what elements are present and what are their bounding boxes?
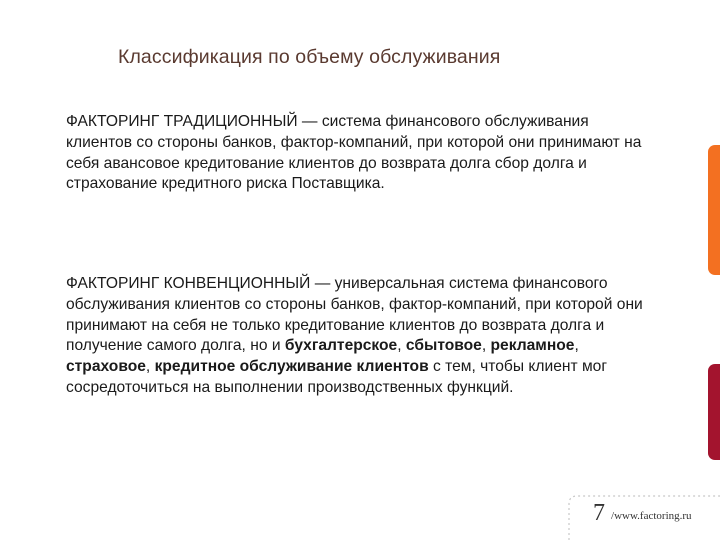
separator-3: , [574, 337, 579, 355]
red-side-tab [708, 364, 720, 460]
footer-url-text: www.factoring.ru [614, 510, 692, 522]
definition-conventional-factoring-part-2: с тем, чтобы клиент мог сосредоточиться на выполнении производственных функций. [66, 358, 608, 396]
definition-conventional-factoring-part-1: — универсальная система финансового обслуживания клиентов со стороны банков, фактор-компаний, при которой они принимают на себя не только кредитование клиентов до возврата долга и получение самого долга, но и [66, 275, 643, 355]
page-number: 7 [593, 500, 605, 526]
bold-credit-service: кредитное обслуживание клиентов [154, 358, 429, 376]
bold-insurance: страховое [66, 358, 146, 376]
orange-side-tab [708, 145, 720, 275]
bold-sales: сбытовое [405, 337, 482, 355]
footer-url: /www.factoring.ru [611, 510, 692, 522]
bold-advertising: рекламное [490, 337, 575, 355]
definition-traditional-factoring: — система финансового обслуживания клиентов со стороны банков, фактор-компаний, при которой они принимают на себя авансовое кредитование клиентов до возврата долга сбор долга и страхование кредитного риска Поставщика. [66, 113, 642, 193]
paragraph-traditional-factoring [66, 112, 646, 195]
paragraph-conventional-factoring [66, 274, 656, 399]
slide-title: Классификация по объему обслуживания [118, 46, 501, 68]
bold-accounting: бухгалтерское [284, 337, 398, 355]
term-traditional-factoring: ФАКТОРИНГ ТРАДИЦИОННЫЙ [66, 113, 298, 130]
separator-1: , [397, 337, 406, 355]
separator-2: , [481, 337, 491, 355]
term-conventional-factoring: ФАКТОРИНГ КОНВЕНЦИОННЫЙ [66, 275, 311, 292]
separator-4: , [145, 358, 155, 376]
